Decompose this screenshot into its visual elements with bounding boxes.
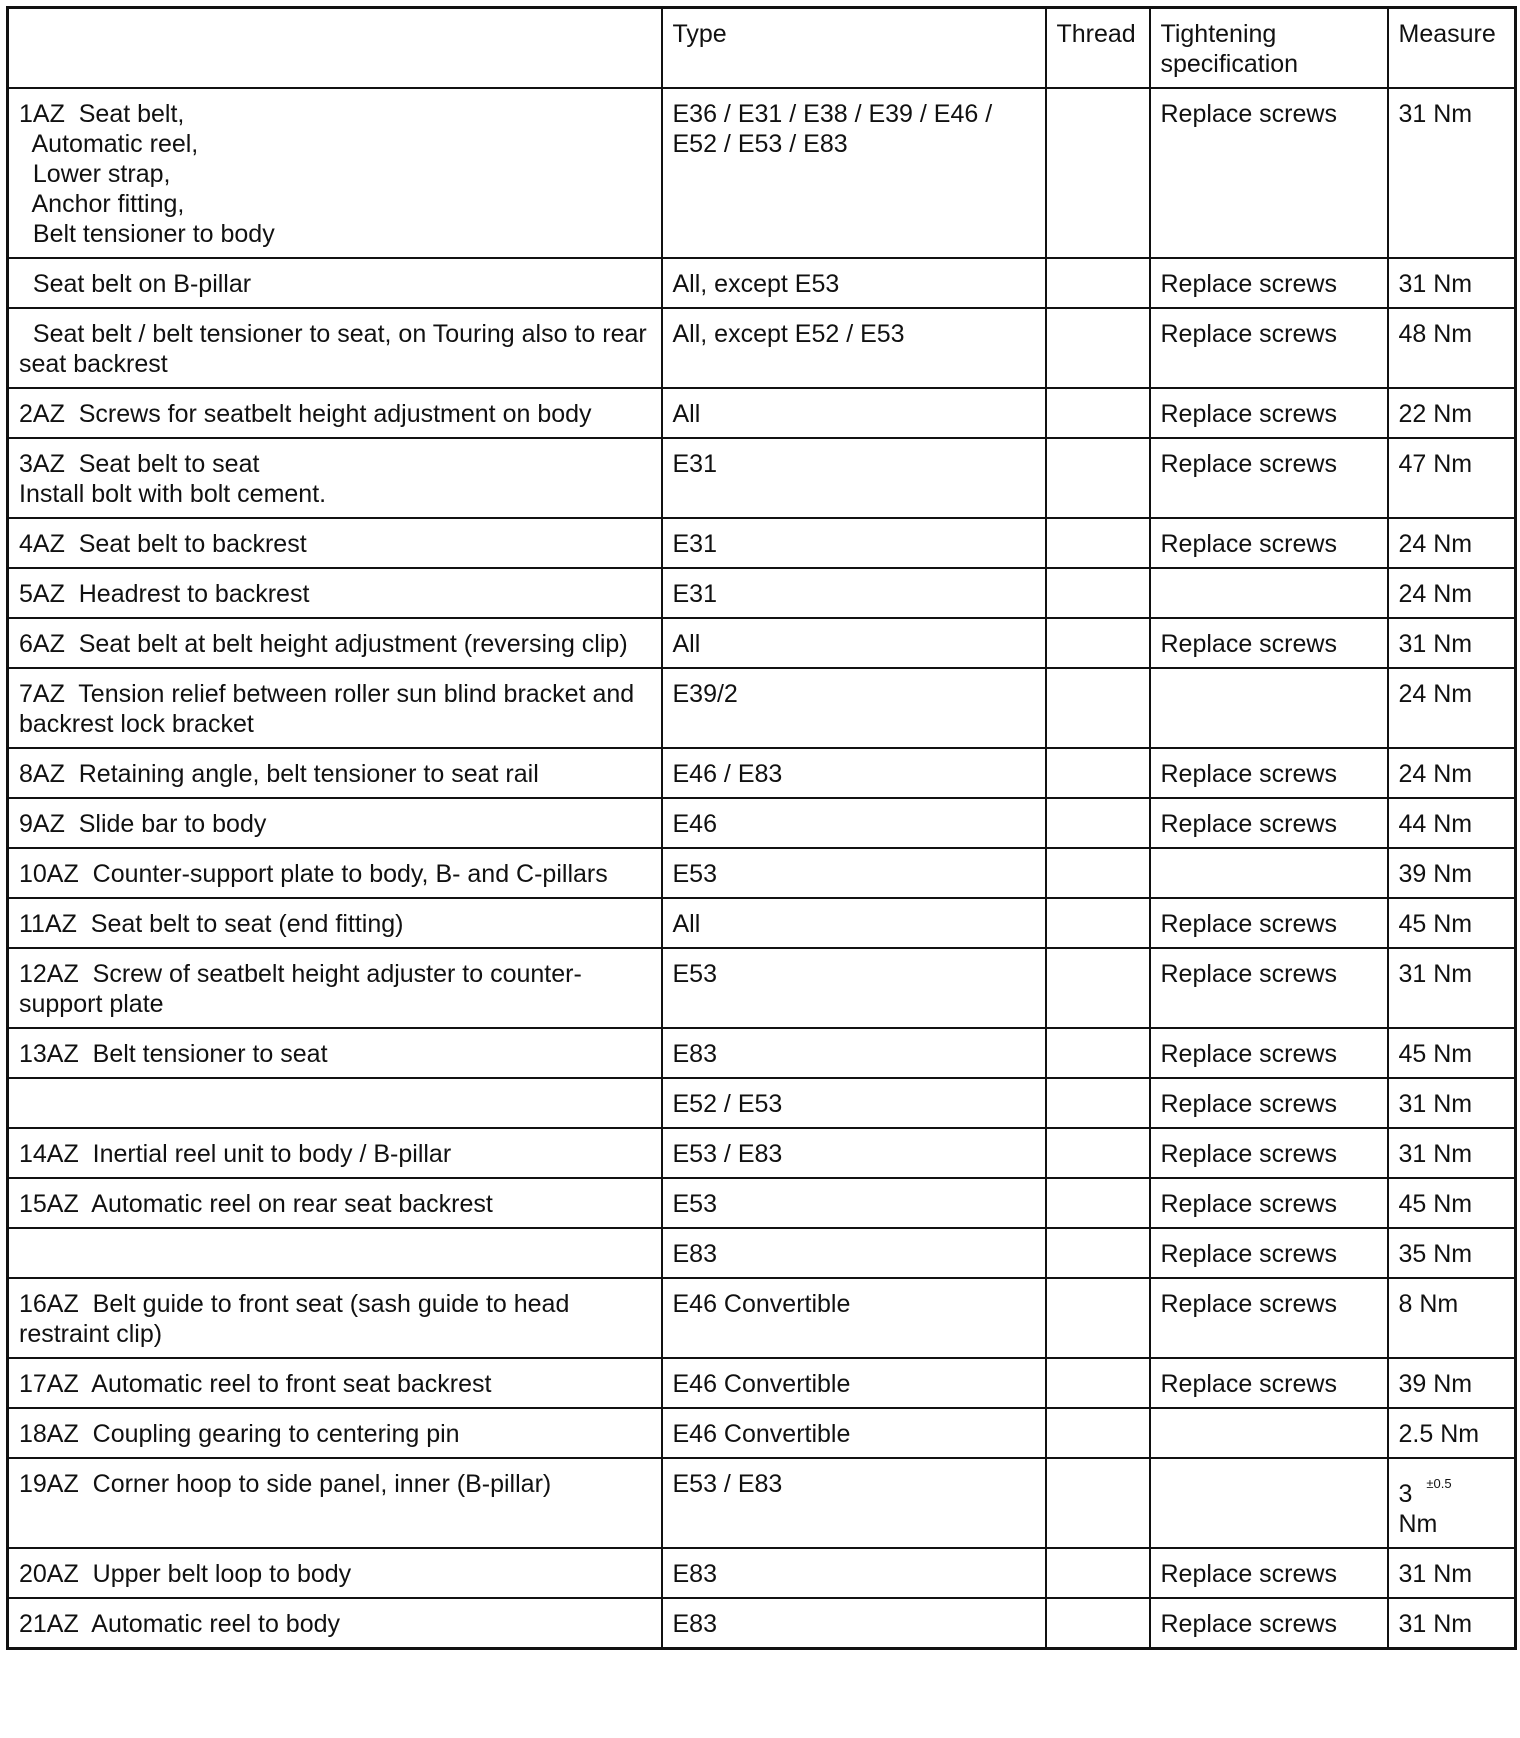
description-line: Automatic reel,	[19, 130, 199, 158]
table-row	[8, 88, 1516, 258]
cell-thread	[1046, 258, 1150, 308]
table-row	[8, 1278, 1516, 1358]
description-line: 11AZ Seat belt to seat (end fitting)	[19, 910, 404, 938]
cell-tightening: Replace screws	[1150, 618, 1388, 668]
description-line: 6AZ Seat belt at belt height adjustment (reversing clip)	[19, 630, 628, 658]
cell-tightening: Replace screws	[1150, 1078, 1388, 1128]
header-thread: Thread	[1046, 8, 1150, 89]
cell-type: E46	[662, 798, 1046, 848]
measure-value: 47 Nm	[1398, 450, 1473, 478]
cell-type: All, except E53	[662, 258, 1046, 308]
cell-type: E83	[662, 1028, 1046, 1078]
measure-value: 2.5 Nm	[1398, 1420, 1480, 1448]
cell-tightening: Replace screws	[1150, 1358, 1388, 1408]
cell-thread	[1046, 388, 1150, 438]
cell-type: E53 / E83	[662, 1458, 1046, 1548]
cell-measure	[1388, 848, 1516, 898]
cell-description	[8, 1278, 662, 1358]
cell-tightening: Replace screws	[1150, 438, 1388, 518]
description-line: Lower strap,	[19, 160, 171, 188]
cell-tightening: Replace screws	[1150, 1228, 1388, 1278]
cell-description	[8, 258, 662, 308]
measure-value: 24 Nm	[1398, 760, 1473, 788]
cell-measure	[1388, 258, 1516, 308]
cell-type: E53	[662, 1178, 1046, 1228]
cell-measure	[1388, 568, 1516, 618]
cell-measure	[1388, 88, 1516, 258]
cell-tightening: Replace screws	[1150, 1178, 1388, 1228]
measure-value: 45 Nm	[1398, 1040, 1473, 1068]
cell-measure	[1388, 748, 1516, 798]
table-row	[8, 1598, 1516, 1649]
cell-tightening: Replace screws	[1150, 88, 1388, 258]
cell-description	[8, 388, 662, 438]
cell-type: E52 / E53	[662, 1078, 1046, 1128]
cell-type: E36 / E31 / E38 / E39 / E46 / E52 / E53 / E83	[662, 88, 1046, 258]
cell-tightening	[1150, 668, 1388, 748]
description-line: 13AZ Belt tensioner to seat	[19, 1040, 328, 1068]
table-row	[8, 1548, 1516, 1598]
cell-description	[8, 568, 662, 618]
cell-tightening	[1150, 1408, 1388, 1458]
measure-value: 31 Nm	[1398, 1140, 1473, 1168]
cell-thread	[1046, 1028, 1150, 1078]
cell-thread	[1046, 1458, 1150, 1548]
cell-measure	[1388, 388, 1516, 438]
table-row	[8, 1228, 1516, 1278]
cell-description	[8, 1408, 662, 1458]
cell-description	[8, 668, 662, 748]
table-row	[8, 388, 1516, 438]
cell-thread	[1046, 798, 1150, 848]
cell-thread	[1046, 1228, 1150, 1278]
table-row	[8, 1028, 1516, 1078]
cell-thread	[1046, 1078, 1150, 1128]
cell-description	[8, 88, 662, 258]
cell-description	[8, 308, 662, 388]
cell-description	[8, 798, 662, 848]
cell-tightening: Replace screws	[1150, 898, 1388, 948]
cell-type: All	[662, 618, 1046, 668]
cell-description	[8, 1458, 662, 1548]
description-line: Anchor fitting,	[19, 190, 185, 218]
cell-measure	[1388, 1458, 1516, 1548]
cell-thread	[1046, 1128, 1150, 1178]
torque-spec-table	[6, 6, 1517, 1650]
cell-thread	[1046, 568, 1150, 618]
measure-value: 24 Nm	[1398, 580, 1473, 608]
header-row	[8, 8, 1516, 89]
description-line: 19AZ Corner hoop to side panel, inner (B-pillar)	[19, 1470, 552, 1498]
cell-description	[8, 618, 662, 668]
cell-description	[8, 438, 662, 518]
cell-description	[8, 1178, 662, 1228]
description-line: 7AZ Tension relief between roller sun blind bracket and backrest lock bracket	[19, 680, 642, 738]
cell-measure	[1388, 1028, 1516, 1078]
cell-tightening: Replace screws	[1150, 1278, 1388, 1358]
description-line: 15AZ Automatic reel on rear seat backrest	[19, 1190, 493, 1218]
cell-description	[8, 1548, 662, 1598]
cell-measure	[1388, 1598, 1516, 1649]
description-line: 20AZ Upper belt loop to body	[19, 1560, 352, 1588]
table-row	[8, 1128, 1516, 1178]
cell-description	[8, 518, 662, 568]
cell-tightening: Replace screws	[1150, 748, 1388, 798]
table-row	[8, 1178, 1516, 1228]
measure-value: 31 Nm	[1398, 630, 1473, 658]
cell-measure	[1388, 1358, 1516, 1408]
cell-thread	[1046, 668, 1150, 748]
table-row	[8, 1408, 1516, 1458]
cell-type: E83	[662, 1228, 1046, 1278]
header-measure: Measure	[1388, 8, 1516, 89]
measure-value: 22 Nm	[1398, 400, 1473, 428]
header-type: Type	[662, 8, 1046, 89]
table-row	[8, 898, 1516, 948]
cell-type: E39/2	[662, 668, 1046, 748]
cell-tightening: Replace screws	[1150, 1548, 1388, 1598]
cell-type: E31	[662, 518, 1046, 568]
cell-measure	[1388, 618, 1516, 668]
measure-value: 31 Nm	[1398, 100, 1473, 128]
table-row	[8, 848, 1516, 898]
cell-tightening	[1150, 1458, 1388, 1548]
cell-type: E46 Convertible	[662, 1278, 1046, 1358]
measure-value: 48 Nm	[1398, 320, 1473, 348]
cell-thread	[1046, 88, 1150, 258]
cell-thread	[1046, 1178, 1150, 1228]
table-row	[8, 568, 1516, 618]
table-body	[8, 88, 1516, 1649]
table-row	[8, 668, 1516, 748]
description-line: 2AZ Screws for seatbelt height adjustment on body	[19, 400, 592, 428]
cell-thread	[1046, 1278, 1150, 1358]
cell-tightening: Replace screws	[1150, 388, 1388, 438]
cell-measure	[1388, 1228, 1516, 1278]
description-line: 1AZ Seat belt,	[19, 100, 185, 128]
cell-thread	[1046, 1548, 1150, 1598]
measure-value: 31 Nm	[1398, 1090, 1473, 1118]
cell-description	[8, 848, 662, 898]
cell-type: E46 / E83	[662, 748, 1046, 798]
description-line: 17AZ Automatic reel to front seat backrest	[19, 1370, 492, 1398]
cell-thread	[1046, 848, 1150, 898]
cell-measure	[1388, 948, 1516, 1028]
cell-description	[8, 1128, 662, 1178]
table-row	[8, 748, 1516, 798]
cell-description	[8, 1358, 662, 1408]
cell-type: E53	[662, 848, 1046, 898]
table-row	[8, 438, 1516, 518]
cell-type: E83	[662, 1598, 1046, 1649]
measure-value: 24 Nm	[1398, 530, 1473, 558]
cell-type: E46 Convertible	[662, 1358, 1046, 1408]
cell-measure	[1388, 308, 1516, 388]
cell-description	[8, 748, 662, 798]
cell-tightening: Replace screws	[1150, 1028, 1388, 1078]
measure-value: 39 Nm	[1398, 860, 1473, 888]
description-line: 18AZ Coupling gearing to centering pin	[19, 1420, 460, 1448]
cell-tightening: Replace screws	[1150, 308, 1388, 388]
cell-measure	[1388, 1548, 1516, 1598]
cell-thread	[1046, 438, 1150, 518]
description-line: Seat belt on B-pillar	[19, 270, 252, 298]
cell-description	[8, 948, 662, 1028]
cell-thread	[1046, 948, 1150, 1028]
table-row	[8, 618, 1516, 668]
measure-value: 31 Nm	[1398, 960, 1473, 988]
cell-description	[8, 1078, 662, 1128]
description-line: Belt tensioner to body	[19, 220, 275, 248]
measure-value: 35 Nm	[1398, 1240, 1473, 1268]
measure-value: 31 Nm	[1398, 1610, 1473, 1638]
table-row	[8, 1458, 1516, 1548]
cell-thread	[1046, 1408, 1150, 1458]
measure-value: 45 Nm	[1398, 910, 1473, 938]
description-line: 16AZ Belt guide to front seat (sash guide to head restraint clip)	[19, 1290, 577, 1348]
cell-measure	[1388, 1278, 1516, 1358]
description-line: 12AZ Screw of seatbelt height adjuster to counter-support plate	[19, 960, 582, 1018]
cell-measure	[1388, 518, 1516, 568]
measure-value: 3	[1398, 1480, 1413, 1508]
cell-type: E53	[662, 948, 1046, 1028]
cell-thread	[1046, 898, 1150, 948]
measure-value: 31 Nm	[1398, 270, 1473, 298]
measure-tolerance: ±0.5	[1426, 1476, 1452, 1491]
description-line: 21AZ Automatic reel to body	[19, 1610, 341, 1638]
table-row	[8, 518, 1516, 568]
cell-thread	[1046, 1598, 1150, 1649]
cell-type: E53 / E83	[662, 1128, 1046, 1178]
cell-type: All	[662, 388, 1046, 438]
measure-unit: Nm	[1398, 1510, 1438, 1538]
description-line: 10AZ Counter-support plate to body, B- and C-pillars	[19, 860, 608, 888]
measure-value: 44 Nm	[1398, 810, 1473, 838]
table-row	[8, 1078, 1516, 1128]
description-line: Install bolt with bolt cement.	[19, 480, 327, 508]
cell-thread	[1046, 1358, 1150, 1408]
measure-value: 45 Nm	[1398, 1190, 1473, 1218]
cell-measure	[1388, 1078, 1516, 1128]
header-tightening: Tightening specification	[1150, 8, 1388, 89]
cell-tightening: Replace screws	[1150, 948, 1388, 1028]
cell-measure	[1388, 668, 1516, 748]
cell-measure	[1388, 798, 1516, 848]
cell-type: All, except E52 / E53	[662, 308, 1046, 388]
cell-measure	[1388, 1178, 1516, 1228]
description-line: Seat belt / belt tensioner to seat, on Touring also to rear seat backrest	[19, 320, 654, 378]
cell-type: E83	[662, 1548, 1046, 1598]
table-row	[8, 948, 1516, 1028]
cell-measure	[1388, 1128, 1516, 1178]
measure-value: 8 Nm	[1398, 1290, 1459, 1318]
cell-thread	[1046, 748, 1150, 798]
cell-type: E31	[662, 568, 1046, 618]
measure-value: 31 Nm	[1398, 1560, 1473, 1588]
cell-thread	[1046, 308, 1150, 388]
cell-measure	[1388, 898, 1516, 948]
cell-tightening: Replace screws	[1150, 798, 1388, 848]
cell-type: E46 Convertible	[662, 1408, 1046, 1458]
table-row	[8, 308, 1516, 388]
cell-measure	[1388, 438, 1516, 518]
cell-tightening: Replace screws	[1150, 518, 1388, 568]
cell-tightening: Replace screws	[1150, 258, 1388, 308]
table-row	[8, 258, 1516, 308]
description-line: 9AZ Slide bar to body	[19, 810, 267, 838]
description-line: 8AZ Retaining angle, belt tensioner to seat rail	[19, 760, 539, 788]
cell-description	[8, 1028, 662, 1078]
table-row	[8, 798, 1516, 848]
cell-tightening	[1150, 568, 1388, 618]
measure-value: 24 Nm	[1398, 680, 1473, 708]
cell-type: E31	[662, 438, 1046, 518]
cell-tightening: Replace screws	[1150, 1598, 1388, 1649]
description-line: 4AZ Seat belt to backrest	[19, 530, 307, 558]
cell-description	[8, 898, 662, 948]
measure-value: 39 Nm	[1398, 1370, 1473, 1398]
header-description	[8, 8, 662, 89]
cell-tightening: Replace screws	[1150, 1128, 1388, 1178]
cell-thread	[1046, 518, 1150, 568]
description-line: 14AZ Inertial reel unit to body / B-pillar	[19, 1140, 452, 1168]
table-row	[8, 1358, 1516, 1408]
description-line: 5AZ Headrest to backrest	[19, 580, 310, 608]
cell-type: All	[662, 898, 1046, 948]
cell-tightening	[1150, 848, 1388, 898]
cell-description	[8, 1228, 662, 1278]
cell-thread	[1046, 618, 1150, 668]
cell-measure	[1388, 1408, 1516, 1458]
cell-description	[8, 1598, 662, 1649]
description-line: 3AZ Seat belt to seat	[19, 450, 260, 478]
